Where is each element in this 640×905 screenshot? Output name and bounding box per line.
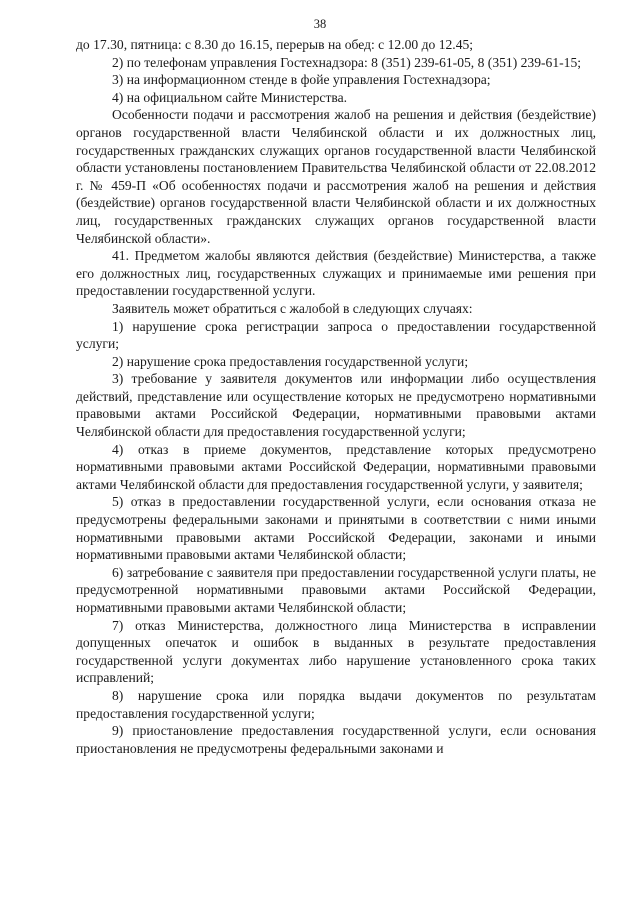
document-body: [76, 36, 596, 757]
list-item: 1) нарушение срока регистрации запроса о предоставлении государственной услуги;: [76, 318, 596, 352]
paragraph: Особенности подачи и рассмотрения жалоб на решения и действия (бездействие) органов государственной власти Челябинской области и их должностных лиц, государственных гражданских служащих органов государственной власти Челябинской области установлены постановлением Правительства Челябинской области от 22.08.2012 г. № 459-П «Об особенностях подачи и рассмотрения жалоб на решения и действия (бездействие) органов государственной власти Челябинской области и их должностных лиц, государственных гражданских служащих органов государственной власти Челябинской области».: [76, 107, 596, 246]
list-item: 2) нарушение срока предоставления государственной услуги;: [112, 353, 469, 369]
page-number: 38: [313, 17, 327, 31]
list-item: 8) нарушение срока или порядка выдачи документов по результатам предоставления государственной услуги;: [76, 687, 596, 721]
paragraph: 2) по телефонам управления Гостехнадзора: 8 (351) 239-61-05, 8 (351) 239-61-15;: [112, 54, 582, 70]
paragraph: до 17.30, пятница: с 8.30 до 16.15, перерыв на обед: с 12.00 до 12.45;: [76, 37, 474, 52]
paragraph: 3) на информационном стенде в фойе управления Гостехнадзора;: [112, 72, 491, 88]
list-item: 7) отказ Министерства, должностного лица Министерства в исправлении допущенных опечаток и ошибок в выданных в результате предоставления государственной услуги документах либо нарушение установленного срока таких исправлений;: [76, 617, 596, 686]
paragraph: 4) на официальном сайте Министерства.: [112, 89, 348, 105]
list-item: 4) отказ в приеме документов, представление которых предусмотрено нормативными правовыми актами Российской Федерации, нормативными правовыми актами Челябинской области для предоставления государственной услуги, у заявителя;: [76, 441, 596, 492]
list-item: 3) требование у заявителя документов или информации либо осуществления действий, представление или осуществление которых не предусмотрено нормативными правовыми актами Российской Федерации, нормативными правовыми актами Челябинской области для предоставления государственной услуги;: [76, 371, 596, 440]
list-item: 9) приостановление предоставления государственной услуги, если основания приостановления не предусмотрены федеральными законами и: [76, 723, 596, 756]
paragraph: Заявитель может обратиться с жалобой в следующих случаях:: [112, 300, 473, 316]
paragraph: 41. Предметом жалобы являются действия (бездействие) Министерства, а также его должностных лиц, государственных служащих и принимаемые ими решения при предоставлении государственной услуги.: [76, 248, 596, 299]
list-item: 6) затребование с заявителя при предоставлении государственной услуги платы, не предусмотренной нормативными правовыми актами Российской Федерации, нормативными правовыми актами Челябинской области;: [76, 564, 596, 615]
list-item: 5) отказ в предоставлении государственной услуги, если основания отказа не предусмотрены федеральными законами и принятыми в соответствии с ними иными нормативными правовыми актами Российской Федерации, законами и иными нормативными правовыми актами Челябинской области;: [76, 494, 596, 563]
